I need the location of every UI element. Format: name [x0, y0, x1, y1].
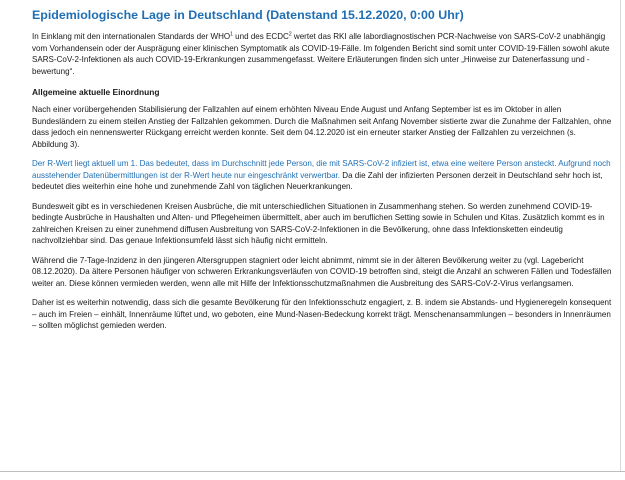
paragraph-r-value [32, 158, 612, 193]
paragraph-age-groups: Während die 7-Tage-Inzidenz in den jüngeren Altersgruppen stagniert oder leicht abnimmt, nimmt sie in der älteren Bevölkerung weiter zu (vgl. Lagebericht 08.12.2020). Da ältere Personen häufiger von schweren Erkrankungsverläufen von COVID-19 betroffen sind, steigt die Anzahl an schweren Fällen und Todesfällen weiter an. Diese können vermieden werden, wenn alle mit Hilfe der Infektionsschutzmaßnahmen die Ausbreitung des SARS-CoV-2-Virus verlangsamen. [32, 255, 612, 288]
r-value-rest: Da die Zahl der infizierten Personen derzeit in Deutschland sehr hoch ist, bedeutet dies weiterhin eine hohe und zunehmende Zahl von täglichen Neuerkrankungen. [32, 170, 603, 191]
r-value-highlight: Der R-Wert liegt aktuell um 1. Das bedeutet, dass im Durchschnitt jede Person, die mit SARS-CoV-2 infiziert ist, etwa eine weitere Person ansteckt. Aufgrund noch ausstehender Datenübermittlungen ist der R-Wert heute nur eingeschränkt verwertbar. [32, 159, 611, 180]
page-bottom-divider [0, 471, 625, 472]
intro-text-part2: und des ECDC [232, 32, 289, 41]
intro-paragraph [32, 31, 612, 77]
report-content [32, 8, 612, 340]
paragraph-outbreaks: Bundesweit gibt es in verschiedenen Kreisen Ausbrüche, die mit unterschiedlichen Situationen in Zusammenhang stehen. So werden zunehmend COVID-19-bedingte Ausbrüche in Haushalten und Alten- und Pflegeheimen übermittelt, aber auch im beruflichen Setting sowie in Schulen und Kitas. Zusätzlich kommt es in zahlreichen Kreisen zu einer zunehmend diffusen Ausbreitung von SARS-CoV-2-Infektionen in die Bevölkerung, ohne dass Infektionsketten eindeutig nachvollziehbar sind. Das genaue Infektionsumfeld lässt sich häufig nicht ermitteln. [32, 201, 605, 245]
page-edge-divider [620, 0, 621, 472]
paragraph-measures: Daher ist es weiterhin notwendig, dass sich die gesamte Bevölkerung für den Infektionsschutz engagiert, z. B. indem sie Abstands- und Hygieneregeln konsequent – auch im Freien – einhält, Innenräume lüftet und, wo geboten, eine Mund-Nasen-Bedeckung korrekt trägt. Menschenansammlungen – besonders in Innenräumen – sollten möglichst gemieden werden. [32, 298, 612, 330]
footnote-who[interactable]: 1 [230, 31, 233, 38]
intro-text-part1: In Einklang mit den internationalen Standards der WHO [32, 32, 231, 41]
footnote-ecdc[interactable]: 2 [288, 31, 292, 38]
intro-text-part3: wertet das RKI alle labordiagnostischen PCR-Nachweise von SARS-CoV-2 unabhängig vom Vorhandensein oder der Ausprägung einer klinischen Symptomatik als COVID-19-Fälle. Im folgenden Bericht sind somit unter COVID-19-Fällen sowohl akute SARS-CoV-2-Infektionen als auch COVID-19-Erkrankungen zusammengefasst. Weitere Erläuterungen finden sich unter „Hinweise zur Datenerfassung und -bewertung“. [32, 32, 610, 76]
section-heading: Allgemeine aktuelle Einordnung [32, 87, 160, 97]
paragraph-case-trend: Nach einer vorübergehenden Stabilisierung der Fallzahlen auf einem erhöhten Niveau Ende August und Anfang September ist es im Oktober in allen Bundesländern zu einem steilen Anstieg der Fallzahlen gekommen. Durch die Maßnahmen seit Anfang November sistierte zwar die Zunahme der Fallzahlen, ohne dass jedoch ein nennenswerter Rückgang erreicht werden konnte. Seit dem 04.12.2020 ist ein erneuter starker Anstieg der Fallzahlen zu verzeichnen (s. Abbildung 3). [32, 105, 612, 149]
page-title: Epidemiologische Lage in Deutschland (Datenstand 15.12.2020, 0:00 Uhr) [32, 8, 464, 22]
